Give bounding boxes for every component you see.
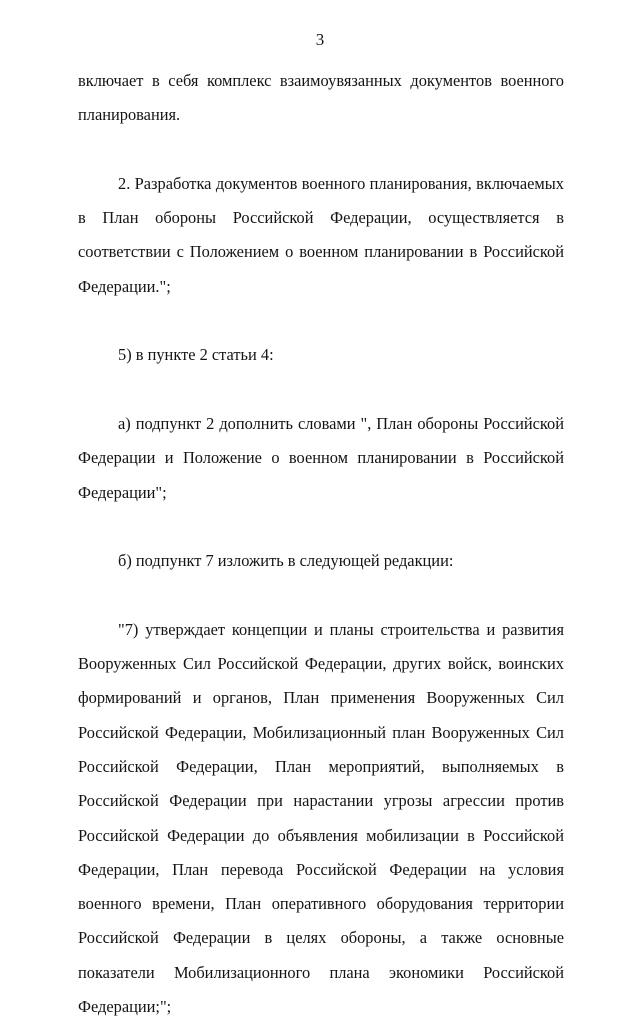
document-body [78, 64, 564, 1024]
paragraph-item-2: 2. Разработка документов военного планирования, включаемых в План обороны Российской Федерации, осуществляется в соответствии с Положением о военном планировании в Российской Федерации."; [78, 173, 564, 296]
paragraph-continuation: включает в себя комплекс взаимоувязанных документов военного планирования. [78, 71, 564, 125]
paragraph-subitem-a: а) подпункт 2 дополнить словами ", План обороны Российской Федерации и Положение о военном планировании в Российской Федерации"; [78, 413, 564, 502]
paragraph-item-7-text: "7) утверждает концепции и планы строительства и развития Вооруженных Сил Российской Федерации, других войск, воинских формирований и органов, План применения Вооруженных Сил Российской Федерации, Мобилизационный план Вооруженных Сил Российской Федерации, План мероприятий, выполняемых в Российской Федерации при нарастании угрозы агрессии против Российской Федерации до объявления мобилизации в Российской Федерации, План перевода Российской Федерации на условия военного времени, План оперативного оборудования территории Российской Федерации в целях обороны, а также основные показатели Мобилизационного плана экономики Российской Федерации;"; [78, 619, 564, 1017]
paragraph-item-5: 5) в пункте 2 статьи 4: [118, 345, 274, 365]
paragraph-spacer [78, 578, 564, 612]
paragraph-spacer [78, 373, 564, 407]
page-number: 3 [315, 30, 325, 49]
paragraph-spacer [78, 510, 564, 544]
paragraph-spacer [78, 304, 564, 338]
paragraph-subitem-b: б) подпункт 7 изложить в следующей редакции: [118, 551, 454, 571]
paragraph-spacer [78, 133, 564, 167]
